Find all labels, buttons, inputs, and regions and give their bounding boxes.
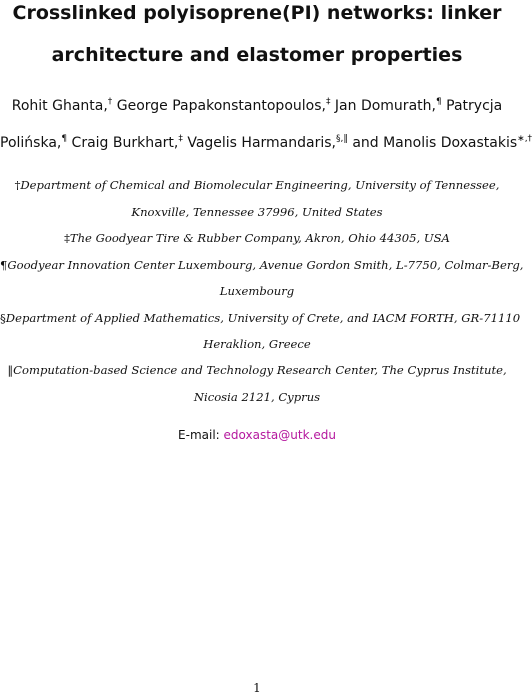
author-name: Craig Burkhart, — [71, 135, 179, 151]
author-name: Patrycja — [446, 98, 503, 114]
affiliation-symbol: ‖ — [7, 363, 14, 377]
author-affil-mark: ‡ — [325, 97, 331, 107]
email-label: E-mail: — [178, 428, 220, 442]
affiliation-text: The Goodyear Tire & Rubber Company, Akron, Ohio 44305, USA — [69, 231, 450, 245]
affiliation-text: Department of Applied Mathematics, University of Crete, and IACM FORTH, GR-71110 — [5, 311, 521, 325]
affiliation-1-line-1 — [0, 178, 514, 192]
author-name: Rohit Ghanta, — [11, 98, 108, 114]
paper-title-line-2: architecture and elastomer properties — [51, 44, 463, 66]
author-affil-mark: † — [107, 97, 113, 107]
author-name: George Papakonstantopoulos, — [116, 98, 326, 114]
author-affil-mark: §,‖ — [335, 134, 348, 144]
email-link[interactable]: edoxasta@utk.edu — [223, 428, 336, 442]
author-name: Polińska, — [0, 135, 62, 151]
affiliation-symbol: § — [0, 311, 6, 325]
affiliation-symbol: ‡ — [64, 231, 70, 245]
author-name: Jan Domurath, — [334, 98, 436, 114]
author-affil-mark: ¶ — [435, 97, 442, 107]
author-line-2 — [0, 134, 532, 151]
paper-title-line-1: Crosslinked polyisoprene(PI) networks: linker — [12, 2, 502, 24]
affiliation-3-line-2: Luxembourg — [219, 284, 295, 298]
page-number: 1 — [253, 681, 261, 695]
author-affil-mark: ¶ — [61, 134, 68, 144]
affiliation-2-line-1 — [0, 231, 514, 245]
author-affil-mark: ∗,† — [517, 134, 532, 144]
affiliation-text: Goodyear Innovation Center Luxembourg, Avenue Gordon Smith, L-7750, Colmar-Berg, — [7, 258, 524, 272]
author-line-1 — [0, 98, 514, 114]
affiliation-text: Department of Chemical and Biomolecular Engineering, University of Tennessee, — [20, 178, 500, 192]
affiliation-1-line-2: Knoxville, Tennessee 37996, United States — [131, 205, 383, 219]
affiliation-symbol: † — [14, 178, 21, 192]
author-name: Vagelis Harmandaris, — [187, 135, 336, 151]
affiliation-4-line-2: Heraklion, Greece — [203, 337, 311, 351]
contact-email — [0, 428, 514, 442]
affiliation-3-line-1 — [0, 258, 524, 272]
affiliation-4-line-1 — [0, 311, 521, 325]
affiliation-symbol: ¶ — [0, 258, 8, 272]
author-affil-mark: ‡ — [178, 134, 183, 144]
affiliation-5-line-2: Nicosia 2121, Cyprus — [193, 390, 321, 404]
author-name: and Manolis Doxastakis — [352, 135, 518, 151]
affiliation-5-line-1 — [0, 363, 514, 377]
affiliation-text: Computation-based Science and Technology Research Center, The Cyprus Institute, — [13, 363, 507, 377]
